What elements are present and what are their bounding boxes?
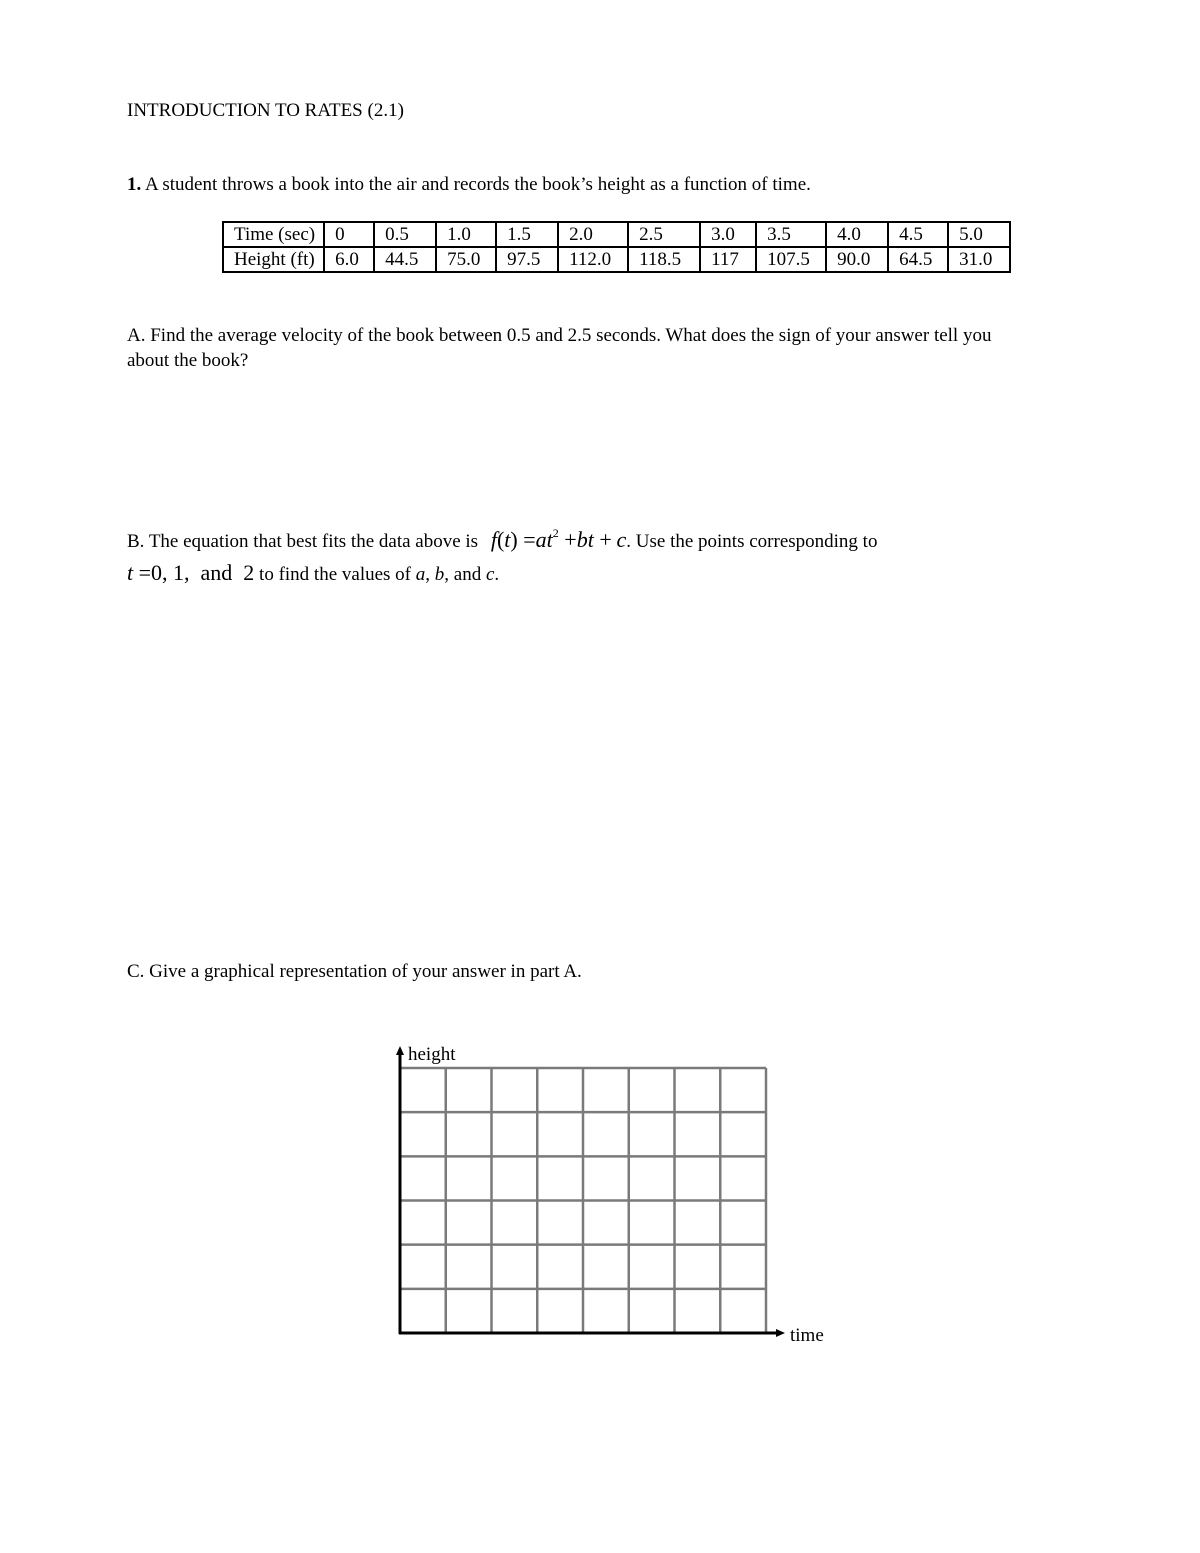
var-b: b [434,564,445,585]
math-paren: ( [496,527,505,552]
separator: . [494,564,500,585]
separator: , and [444,564,486,585]
x-axis-arrow [776,1329,785,1337]
height-cell: 75.0 [436,247,496,272]
height-cell: 117 [700,247,756,272]
time-cell: 0 [324,222,374,247]
time-cell: 5.0 [948,222,1010,247]
blank-graph [380,1035,850,1355]
table-row-time [223,222,1010,247]
grid [400,1068,766,1333]
height-cell: 64.5 [888,247,948,272]
time-cell: 0.5 [374,222,436,247]
part-b-lead: B. The equation that best fits the data above is [127,531,479,552]
time-label: Time (sec) [223,222,324,247]
math-paren: ) [510,527,518,552]
math-plus: + [558,527,577,552]
axes [396,1046,785,1337]
math-c: c [616,527,627,552]
math-f: f [490,527,497,552]
height-cell: 97.5 [496,247,558,272]
y-axis-arrow [396,1046,404,1055]
math-t: t [127,560,134,585]
question-number: 1. [127,174,142,195]
time-cell: 3.5 [756,222,826,247]
data-table [222,221,1011,273]
math-plus: + [593,527,612,552]
height-cell: 107.5 [756,247,826,272]
height-label: Height (ft) [223,247,324,272]
time-cell: 2.5 [628,222,700,247]
question-1 [127,174,811,196]
time-cell: 2.0 [558,222,628,247]
time-cell: 4.0 [826,222,888,247]
y-axis-label: height [408,1044,456,1065]
math-bt: bt [576,527,594,552]
time-cell: 3.0 [700,222,756,247]
x-axis-label: time [790,1325,824,1346]
math-equals: = [517,527,536,552]
height-cell: 6.0 [324,247,374,272]
math-t-values: =0, 1, and 2 [133,560,255,585]
var-c: c [485,564,495,585]
var-a: a [415,564,426,585]
part-b-line2-text: to find the values of [254,564,416,585]
part-c: C. Give a graphical representation of your answer in part A. [127,961,582,982]
part-a: A. Find the average velocity of the book between 0.5 and 2.5 seconds. What does the sign of your answer tell you about the book? [127,325,992,371]
page-title: INTRODUCTION TO RATES (2.1) [127,100,404,121]
math-t: t [504,527,511,552]
time-cell: 1.0 [436,222,496,247]
table-row-height [223,247,1010,272]
separator: , [425,564,435,585]
math-exponent: 2 [552,526,559,540]
height-cell: 90.0 [826,247,888,272]
height-cell: 112.0 [558,247,628,272]
height-cell: 118.5 [628,247,700,272]
part-b-line-2 [127,560,499,586]
part-b-line-1 [127,527,877,553]
time-cell: 4.5 [888,222,948,247]
math-at: at [535,527,553,552]
height-cell: 31.0 [948,247,1010,272]
question-text: A student throws a book into the air and records the book’s height as a function of time. [144,174,811,195]
part-b-tail: . Use the points corresponding to [626,531,878,552]
time-cell: 1.5 [496,222,558,247]
height-cell: 44.5 [374,247,436,272]
